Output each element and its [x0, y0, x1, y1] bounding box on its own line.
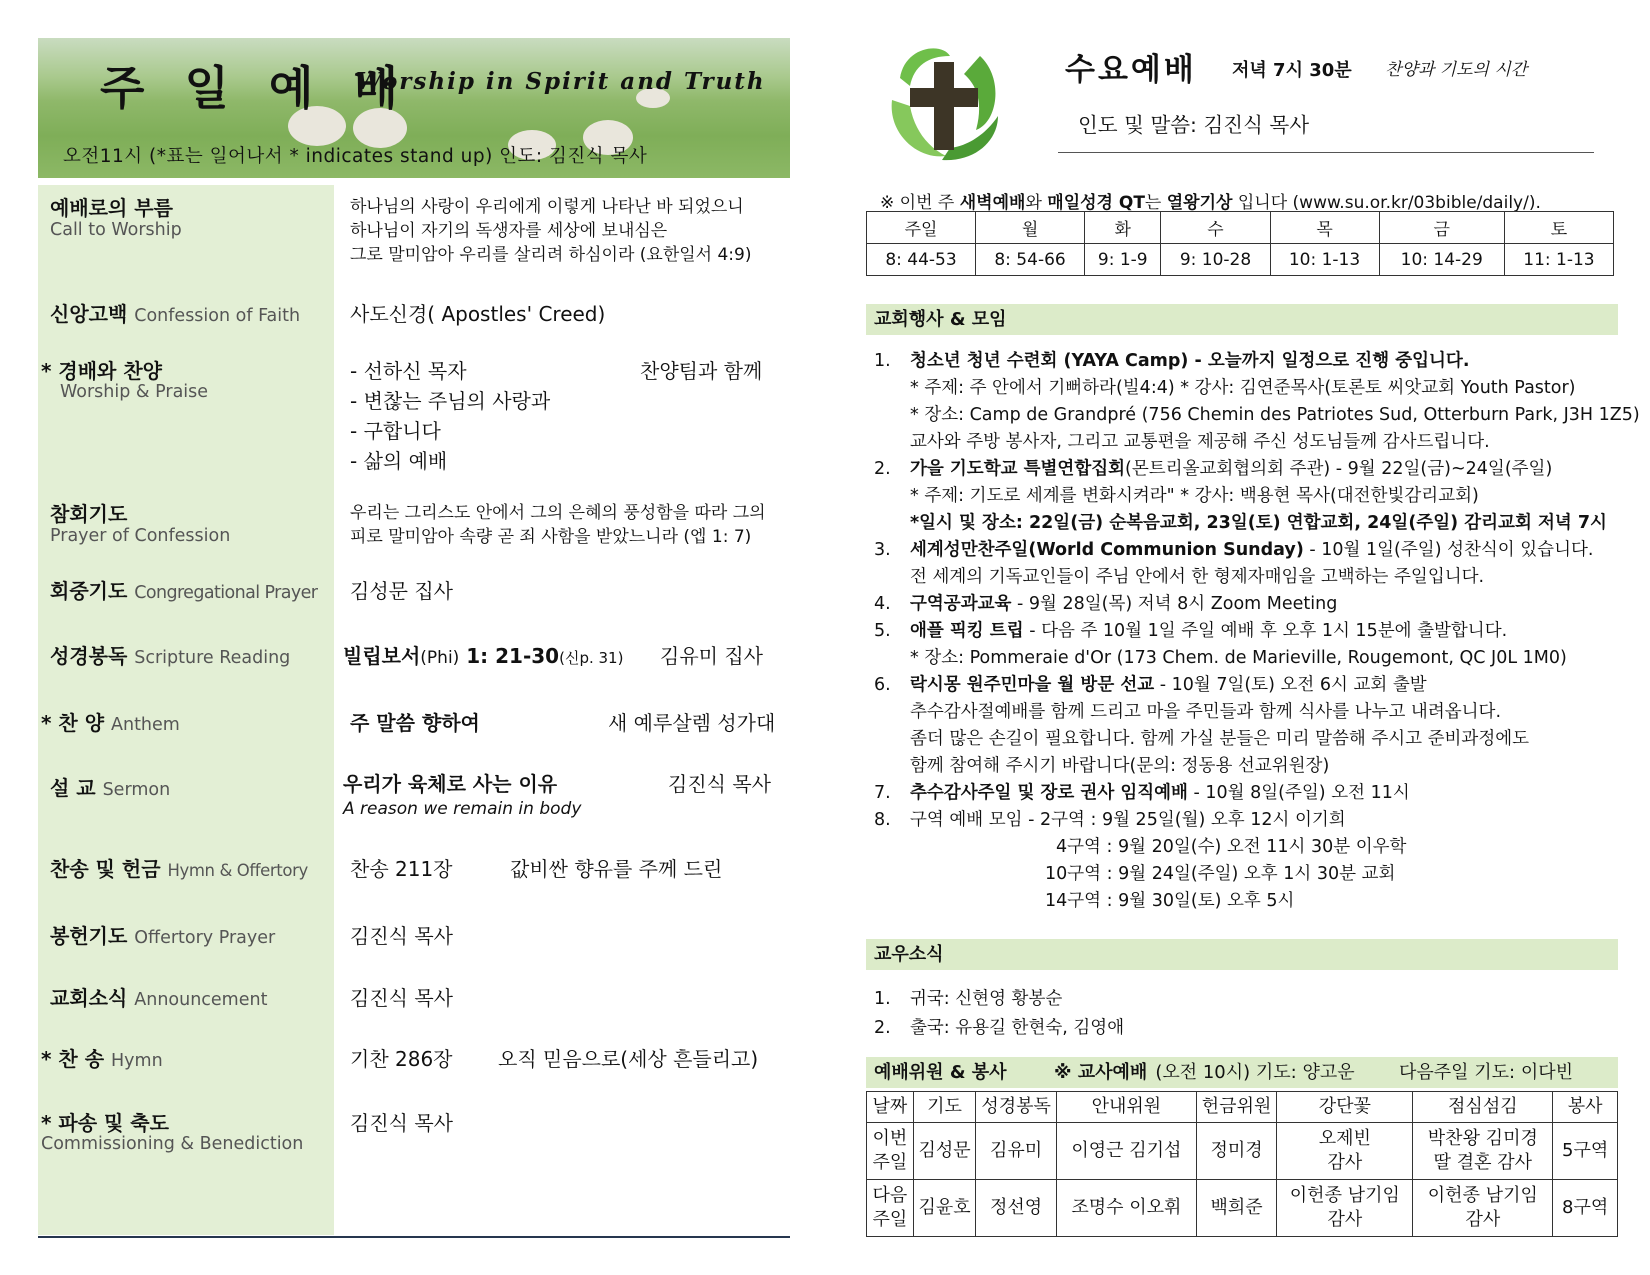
service-header-row — [867, 1092, 1618, 1123]
anthem-choir: 새 예루살렘 성가대 — [608, 711, 776, 735]
order-label-en: Sermon — [102, 780, 171, 800]
col-header: 안내위원 — [1056, 1092, 1196, 1123]
qt-reading: 11: 1-13 — [1504, 244, 1613, 276]
qt-day: 목 — [1270, 212, 1379, 244]
service-table — [866, 1091, 1618, 1237]
order-label: * 파송 및 축도 — [41, 1111, 169, 1135]
serve-cell: 8구역 — [1553, 1180, 1618, 1237]
qt-reading: 8: 54-66 — [976, 244, 1085, 276]
col-header: 날짜 — [867, 1092, 914, 1123]
col-header: 봉사 — [1553, 1092, 1618, 1123]
order-detail: 사도신경( Apostles' Creed) — [350, 302, 606, 326]
order-of-worship — [38, 185, 790, 1235]
sermon-title-en: A reason we remain in body — [343, 799, 582, 819]
hymn-title: 값비싼 향유를 주께 드린 — [510, 857, 723, 881]
cross-leaf-logo-icon — [880, 38, 1008, 166]
wednesday-leader: 인도 및 말씀: 김진식 목사 — [1078, 113, 1310, 137]
event-detail: *일시 및 장소: 22일(금) 순복음교회, 23일(토) 연합교회, 24일(주일) 감리교회 저녁 7시 — [910, 513, 1607, 533]
row-date: 다음 주일 — [867, 1180, 914, 1237]
order-label: 설 교 Sermon — [50, 776, 171, 800]
sunday-time-line: 오전11시 (*표는 일어나서 * indicates stand up) 인도: 김진식 목사 — [63, 146, 648, 167]
order-label-en: Offertory Prayer — [134, 928, 276, 948]
event-item: 4. 구역공과교육 - 9월 28일(목) 저녁 8시 Zoom Meeting — [874, 594, 1338, 614]
order-label-en: Prayer of Confession — [50, 526, 231, 546]
order-label-en: Announcement — [134, 990, 268, 1010]
sunday-subtitle: Worship in Spirit and Truth — [356, 68, 766, 95]
order-label-en: Anthem — [111, 715, 180, 735]
event-item: 1. 청소년 청년 수련회 (YAYA Camp) - 오늘까지 일정으로 진행 중입니다. — [874, 351, 1470, 371]
prayer-cell: 김윤호 — [913, 1180, 976, 1237]
news-heading: 교우소식 — [866, 939, 1618, 970]
qt-day: 주일 — [867, 212, 976, 244]
service-row-this-week — [867, 1123, 1618, 1180]
prayer-cell: 김성문 — [913, 1123, 976, 1180]
event-item: 7. 추수감사주일 및 장로 권사 임직예배 - 10월 8일(주일) 오전 11시 — [874, 783, 1410, 803]
wednesday-script: 찬양과 기도의 시간 — [1385, 60, 1528, 80]
anthem-title: 주 말씀 향하여 — [350, 711, 480, 735]
qt-reading: 9: 1-9 — [1085, 244, 1161, 276]
qt-day: 금 — [1379, 212, 1504, 244]
order-detail: 김진식 목사 — [350, 1111, 453, 1135]
news-item: 2. 출국: 유용길 한현숙, 김영애 — [874, 1018, 1125, 1038]
qt-readings-row — [867, 244, 1614, 276]
event-item: 2. 가을 기도학교 특별연합집회(몬트리올교회협의회 주관) - 9월 22일(금)~24일(주일) — [874, 459, 1553, 479]
song-item: - 삶의 예배 — [350, 449, 448, 473]
col-header: 성경봉독 — [976, 1092, 1056, 1123]
event-detail: * 주제: 주 안에서 기뻐하라(빌4:4) * 강사: 김연준목사(토론토 씨앗교회 Youth Pastor) — [910, 378, 1576, 398]
lunch-cell: 이헌종 남기임 감사 — [1413, 1180, 1553, 1237]
order-label-en: Worship & Praise — [60, 382, 209, 402]
call-line: 그로 말미암아 우리를 살리려 하심이라 (요한일서 4:9) — [350, 245, 752, 265]
sermon-title: 우리가 육체로 사는 이유 — [343, 772, 558, 796]
order-label-en: Call to Worship — [50, 220, 182, 240]
confession-line: 우리는 그리스도 안에서 그의 은혜의 풍성함을 따라 그의 — [350, 503, 766, 523]
praise-leader: 찬양팀과 함께 — [640, 359, 763, 383]
song-item: - 구합니다 — [350, 419, 441, 443]
col-header: 점심섬김 — [1413, 1092, 1553, 1123]
song-item: - 선하신 목자 — [350, 359, 467, 383]
qt-reading: 10: 1-13 — [1270, 244, 1379, 276]
call-line: 하나님이 자기의 독생자를 세상에 보내심은 — [350, 221, 668, 241]
event-detail: * 주제: 기도로 세계를 변화시켜라" * 강사: 백용현 목사(대전한빛감리교회) — [910, 486, 1479, 506]
qt-reading-table — [866, 211, 1614, 276]
serve-cell: 5구역 — [1553, 1123, 1618, 1180]
order-label: 회중기도 Congregational Prayer — [50, 579, 318, 603]
order-label: * 찬 송 Hymn — [41, 1047, 163, 1071]
wednesday-title: 수요예배 — [1065, 52, 1197, 88]
news-item: 1. 귀국: 신현영 황봉순 — [874, 989, 1063, 1009]
order-label: * 찬 양 Anthem — [41, 711, 180, 735]
order-label: * 경배와 찬양 — [41, 359, 162, 383]
offering-cell: 백희준 — [1196, 1180, 1276, 1237]
sunday-title: 주 일 예 배 — [100, 61, 410, 115]
order-label: 찬송 및 헌금 Hymn & Offertory — [50, 857, 308, 881]
lunch-cell: 박찬왕 김미경 딸 결혼 감사 — [1413, 1123, 1553, 1180]
usher-cell: 이영근 김기섭 — [1056, 1123, 1196, 1180]
event-detail: 함께 참여해 주시기 바랍니다(문의: 정동용 선교위원장) — [910, 756, 1330, 776]
preacher: 김진식 목사 — [668, 772, 771, 796]
event-detail: 전 세계의 기독교인들이 주님 안에서 한 형제자매임을 고백하는 주일입니다. — [910, 567, 1485, 587]
order-label-en: Commissioning & Benediction — [41, 1134, 304, 1154]
events-heading: 교회행사 & 모임 — [866, 304, 1618, 335]
event-detail: * 장소: Pommeraie d'Or (173 Chem. de Marieville, Rougemont, QC J0L 1M0) — [910, 648, 1567, 668]
hymn-number: 찬송 211장 — [350, 857, 453, 881]
qt-days-row — [867, 212, 1614, 244]
usher-cell: 조명수 이오휘 — [1056, 1180, 1196, 1237]
song-item: - 변찮는 주님의 사랑과 — [350, 389, 551, 413]
scripture-reference: 빌립보서(Phi) 1: 21-30(신p. 31) — [343, 644, 624, 668]
service-row-next-week — [867, 1180, 1618, 1237]
event-item: 5. 애플 픽킹 트립 - 다음 주 10월 1일 주일 예배 후 오후 1시 15분에 출발합니다. — [874, 621, 1508, 641]
call-line: 하나님의 사랑이 우리에게 이렇게 나타난 바 되었으니 — [350, 197, 744, 217]
scripture-reader: 김유미 집사 — [660, 644, 763, 668]
qt-day: 월 — [976, 212, 1085, 244]
order-label: 신앙고백 Confession of Faith — [50, 302, 301, 326]
qt-day: 토 — [1504, 212, 1613, 244]
reader-cell: 정선영 — [976, 1180, 1056, 1237]
order-label: 성경봉독 Scripture Reading — [50, 644, 291, 668]
confession-line: 피로 말미암아 속량 곧 죄 사함을 받았느니라 (엡 1: 7) — [350, 527, 752, 547]
wednesday-time: 저녁 7시 30분 — [1232, 60, 1352, 81]
col-header: 강단꽃 — [1277, 1092, 1413, 1123]
offering-cell: 정미경 — [1196, 1123, 1276, 1180]
event-item: 6. 락시몽 원주민마을 월 방문 선교 - 10월 7일(토) 오전 6시 교회 출발 — [874, 675, 1427, 695]
event-detail: * 장소: Camp de Grandpré (756 Chemin des Patriotes Sud, Otterburn Park, J3H 1Z5) — [910, 405, 1640, 425]
order-label-en: Hymn & Offertory — [167, 861, 308, 880]
event-detail: 교사와 주방 봉사자, 그리고 교통편을 제공해 주신 성도님들께 감사드립니다. — [910, 432, 1490, 452]
flower-cell: 이헌종 남기임 감사 — [1277, 1180, 1413, 1237]
order-label: 봉헌기도 Offertory Prayer — [50, 924, 276, 948]
order-label: 참회기도 — [50, 502, 128, 526]
order-label: 교회소식 Announcement — [50, 986, 268, 1010]
qt-note: ※ 이번 주 새벽예배와 매일성경 QT는 열왕기상 입니다 (www.su.or.kr/03bible/daily/). — [880, 193, 1541, 213]
row-date: 이번 주일 — [867, 1123, 914, 1180]
order-label-en: Scripture Reading — [134, 648, 291, 668]
order-detail: 김진식 목사 — [350, 924, 453, 948]
hymn-number: 기찬 286장 — [350, 1047, 453, 1071]
event-detail: 추수감사절예배를 함께 드리고 마을 주민들과 함께 식사를 나누고 내려옵니다. — [910, 702, 1502, 722]
flower-cell: 오제빈 감사 — [1277, 1123, 1413, 1180]
event-item: 8. 구역 예배 모임 - 2구역 : 9월 25일(월) 오후 12시 이기희 — [874, 810, 1346, 830]
reader-cell: 김유미 — [976, 1123, 1056, 1180]
sunday-banner — [38, 38, 790, 178]
qt-reading: 9: 10-28 — [1161, 244, 1270, 276]
event-item: 3. 세계성만찬주일(World Communion Sunday) - 10월 1일(주일) 성찬식이 있습니다. — [874, 540, 1594, 560]
order-detail: 김성문 집사 — [350, 579, 453, 603]
qt-day: 화 — [1085, 212, 1161, 244]
qt-day: 수 — [1161, 212, 1270, 244]
col-header: 기도 — [913, 1092, 976, 1123]
divider — [1058, 152, 1594, 153]
event-detail: 4구역 : 9월 20일(수) 오전 11시 30분 이우학 — [1056, 837, 1407, 857]
bottom-rule — [38, 1236, 790, 1238]
col-header: 헌금위원 — [1196, 1092, 1276, 1123]
order-detail: 김진식 목사 — [350, 986, 453, 1010]
order-label-en: Hymn — [111, 1051, 163, 1071]
event-detail: 좀더 많은 손길이 필요합니다. 함께 가실 분들은 미리 말씀해 주시고 준비과정에도 — [910, 729, 1530, 749]
event-detail: 14구역 : 9월 30일(토) 오후 5시 — [1045, 891, 1295, 911]
qt-reading: 10: 14-29 — [1379, 244, 1504, 276]
order-label-en: Congregational Prayer — [134, 583, 318, 603]
order-label-en: Confession of Faith — [134, 306, 301, 326]
service-heading: 예배위원 & 봉사 ※ 교사예배 (오전 10시) 기도: 양고운 다음주일 기도: 이다빈 — [866, 1057, 1618, 1088]
hymn-title: 오직 믿음으로(세상 흔들리고) — [498, 1047, 759, 1071]
qt-reading: 8: 44-53 — [867, 244, 976, 276]
event-detail: 10구역 : 9월 24일(주일) 오후 1시 30분 교회 — [1045, 864, 1396, 884]
order-label: 예배로의 부름 — [50, 196, 173, 220]
